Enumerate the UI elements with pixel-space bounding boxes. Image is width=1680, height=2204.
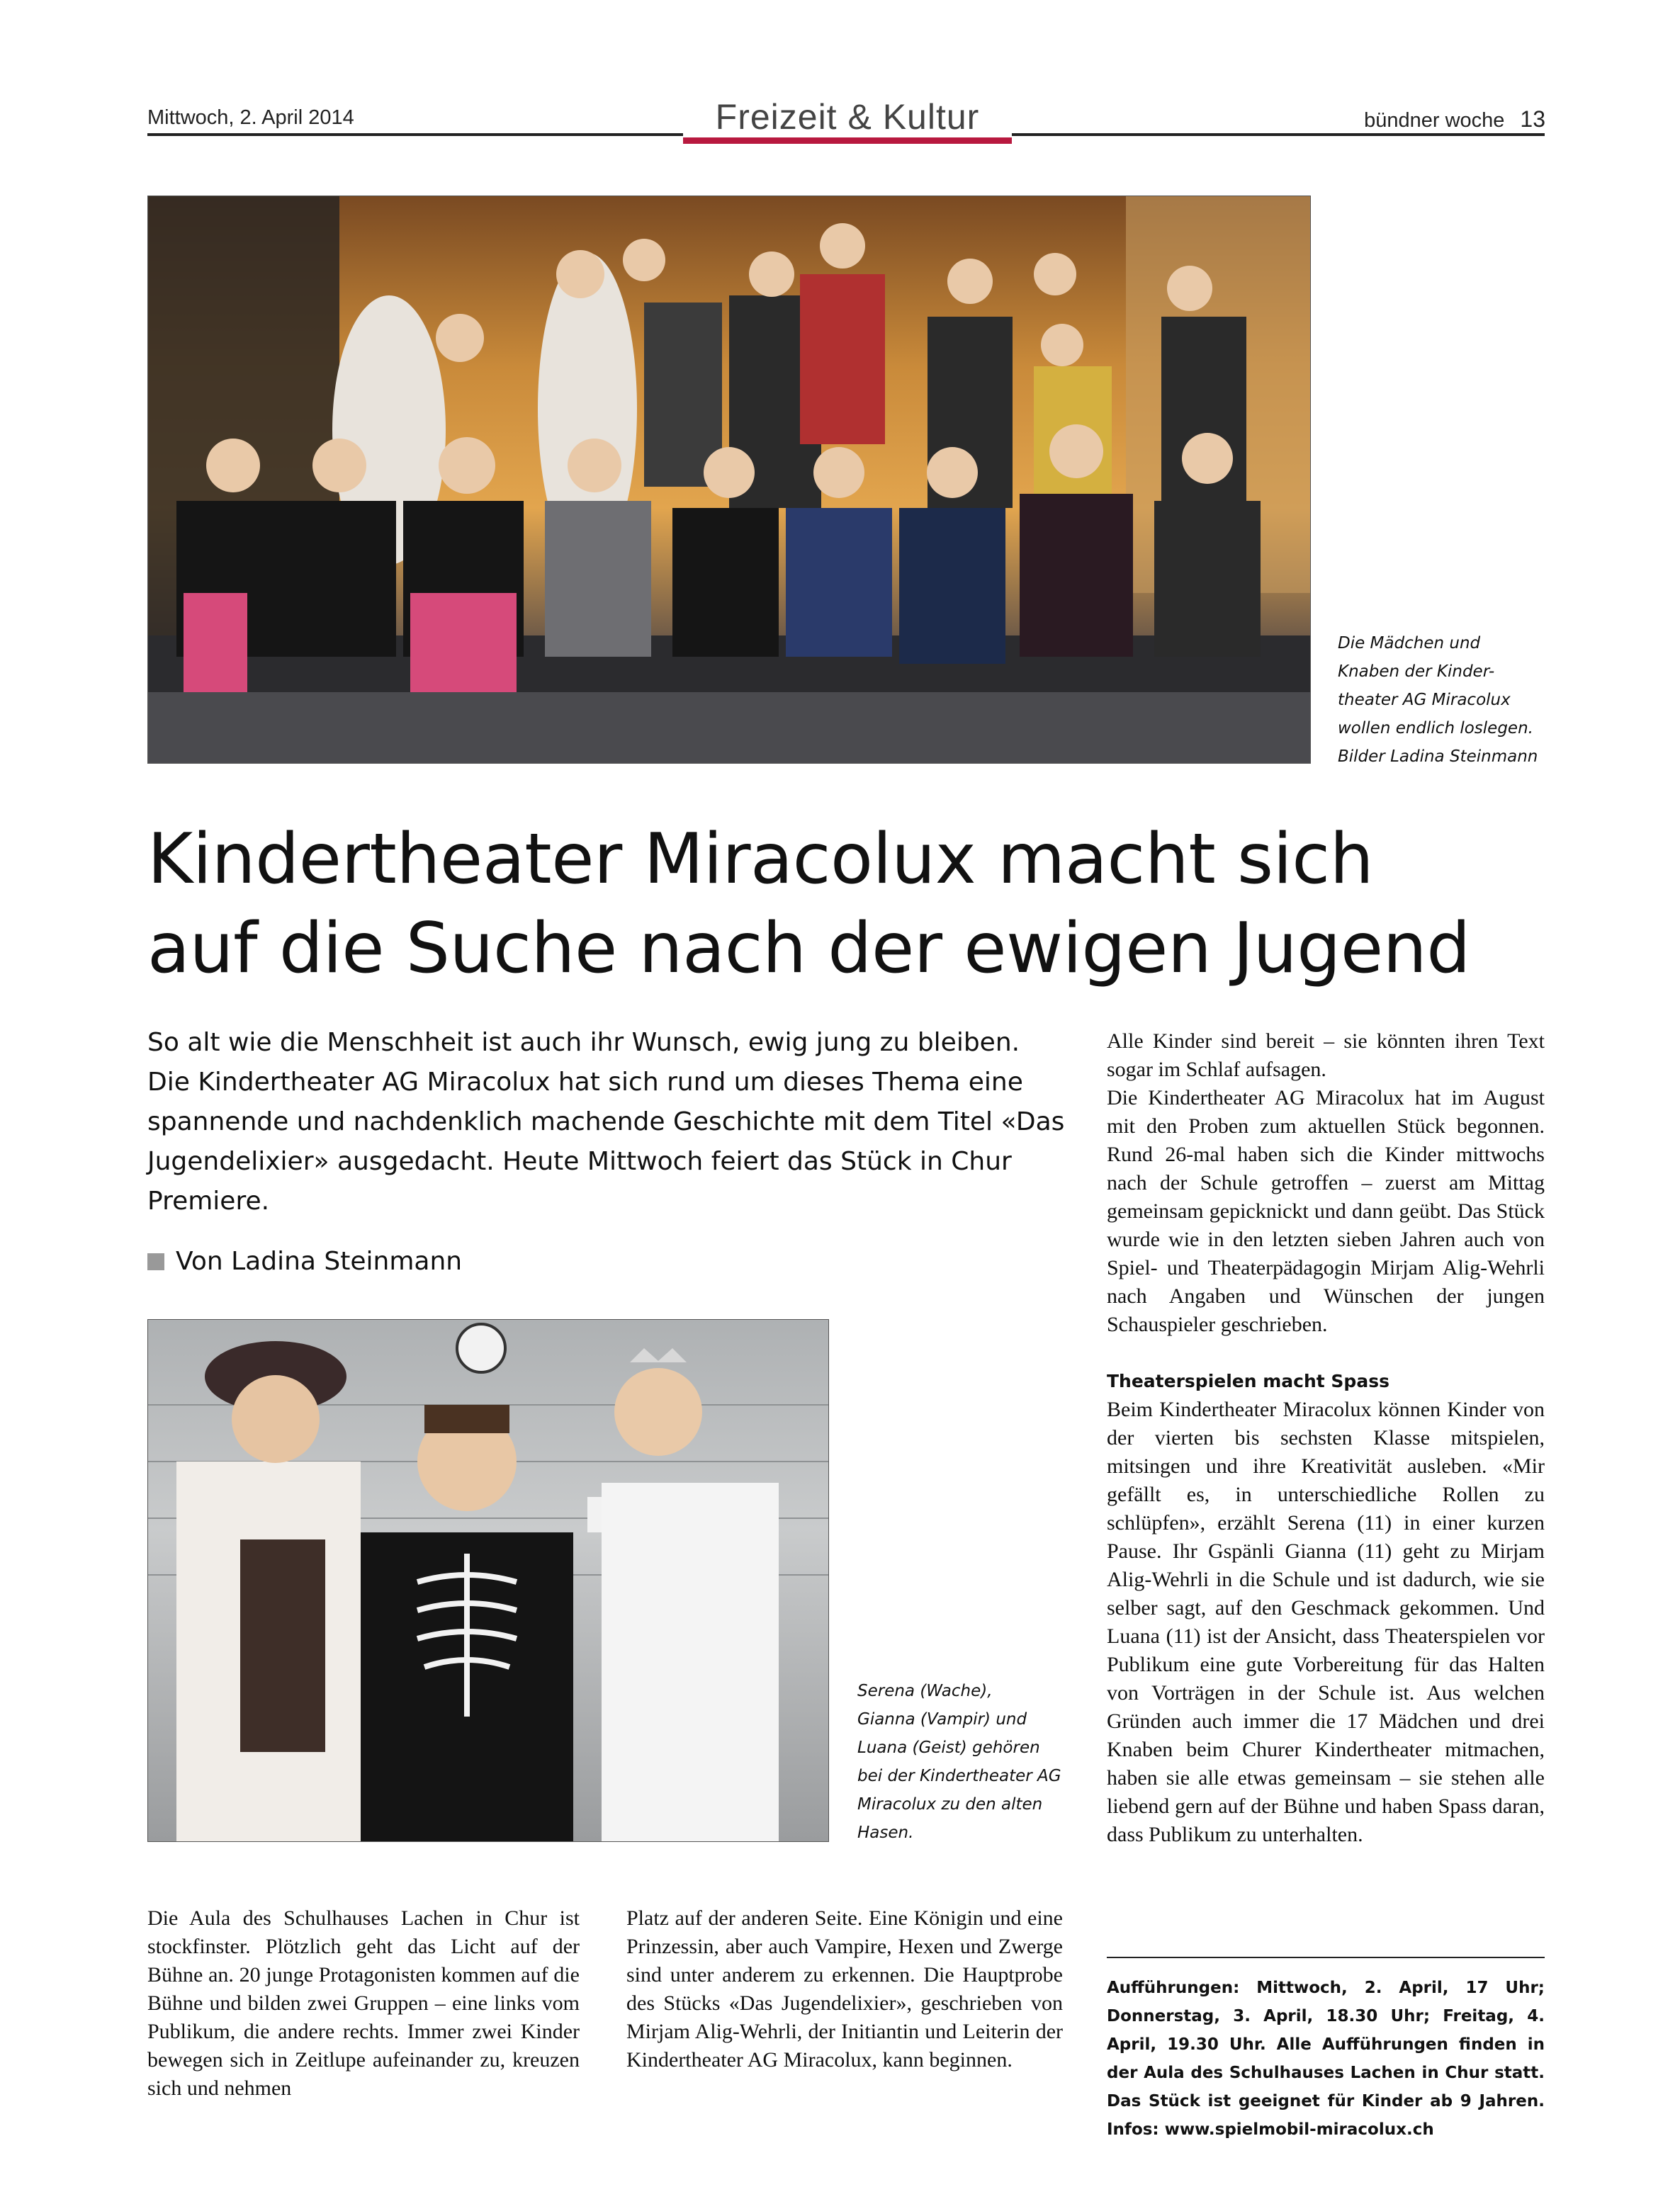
caption-line: Miracolux zu den alten bbox=[857, 1795, 1043, 1814]
caption-line: Gianna (Vampir) und bbox=[857, 1710, 1027, 1729]
byline-text: Von Ladina Steinmann bbox=[176, 1247, 463, 1276]
article-column-left: Die Aula des Schulhauses Lachen in Chur ist stockfinster. Plötzlich geht das Licht auf der Bühne an. 20 junge Protagonisten kommen auf die Bühne und bilden zwei Gruppen – eine links vom Publikum, die andere rechts. Immer zwei Kinder bewegen sich in Zeitlupe aufeinander zu, kreuzen sich und nehmen bbox=[147, 1906, 580, 2100]
paragraph: Beim Kindertheater Miracolux können Kinder von der vierten bis sechsten Klasse mitspielen, mitsingen und ihre Kreativität ausleben. «Mir gefällt es, in unterschiedliche Rollen zu schlüpfen», erzählt Serena (11) in einer kurzen Pause. Ihr Gspänli Gianna (11) geht zu Mirjam Alig-Wehrli in die Schule und ist dadurch, wie sie selber sagt, auf den Geschmack gekommen. Und Luana (11) ist der Ansicht, dass Theaterspielen vor Publikum eine gute Vorbereitung für das Halten von Vorträgen in der Schule ist. Aus welchen Gründen auch immer die 17 Mädchen und drei Knaben beim Churer Kindertheater mitmachen, haben sie alle etwas gemeinsam – sie stehen alle liebend gern auf der Bühne und haben Spass daran, dass Publikum zu unterhalten. bbox=[1107, 1398, 1545, 1846]
performance-info: Aufführungen: Mittwoch, 2. April, 17 Uhr; Donnerstag, 3. April, 18.30 Uhr; Freitag, 4. April, 19.30 Uhr. Alle Aufführungen finden in der Aula des Schulhauses Lachen in Chur statt. Das Stück ist geeignet für Kinder ab 9 Jahren. Infos: www.spielmobil-miracolux.ch bbox=[1107, 1979, 1545, 2139]
trio-photo-illustration bbox=[148, 1320, 828, 1841]
paragraph: Die Kindertheater AG Miracolux hat im August mit den Proben zum aktuellen Stück begonnen. Rund 26-mal haben sich die Kinder mittwochs nach der Schule getroffen – zuerst am Mittag gemeinsam gepicknickt und dann geübt. Das Stück wurde wie in den letzten sieben Jahren auch von Spiel- und Theaterpädagogin Mirjam Alig-Wehrli nach Angaben und Wünschen der jungen Schauspieler geschrieben. bbox=[1107, 1086, 1545, 1336]
caption-line: bei der Kindertheater AG bbox=[857, 1767, 1061, 1785]
header-rule-right bbox=[1012, 133, 1545, 136]
headline-line: Kindertheater Miracolux macht sich bbox=[147, 819, 1374, 900]
info-rule bbox=[1107, 1957, 1545, 1958]
caption-line: Serena (Wache), bbox=[857, 1682, 993, 1700]
byline bbox=[147, 1247, 462, 1276]
caption-line: wollen endlich loslegen. bbox=[1338, 719, 1533, 738]
headline bbox=[147, 815, 1565, 993]
byline-square-icon bbox=[147, 1253, 164, 1270]
caption-line: theater AG Miracolux bbox=[1338, 691, 1511, 709]
header-date: Mittwoch, 2. April 2014 bbox=[147, 106, 354, 129]
caption-line: Knaben der Kinder- bbox=[1338, 662, 1495, 681]
trio-photo bbox=[147, 1319, 829, 1842]
paragraph: Alle Kinder sind bereit – sie könnten ihren Text sogar im Schlaf aufsagen. bbox=[1107, 1029, 1545, 1081]
caption-line: Bilder Ladina Steinmann bbox=[1338, 747, 1538, 766]
group-photo-illustration bbox=[148, 196, 1310, 763]
group-photo-caption bbox=[1338, 629, 1550, 771]
subheading: Theaterspielen macht Spass bbox=[1107, 1371, 1389, 1391]
article-column-right bbox=[1107, 1027, 1545, 1849]
article-column-middle: Platz auf der anderen Seite. Eine Königin und eine Prinzessin, aber auch Vampire, Hexen und Zwerge sind unter anderem zu erkennen. Die Hauptprobe des Stücks «Das Jugendelixier», geschrieben von Mirjam Alig-Wehrli, der Initiantin und Leiterin der Kindertheater AG Miracolux, kann beginnen. bbox=[626, 1906, 1063, 2072]
header-publication bbox=[1364, 106, 1545, 132]
header-section-bar bbox=[683, 137, 1012, 144]
lead-paragraph: So alt wie die Menschheit ist auch ihr Wunsch, ewig jung zu bleiben. Die Kindertheater AG Miracolux hat sich rund um dieses Thema eine spannende und nachdenklich machende Geschichte mit dem Titel «Das Jugendelixier» ausgedacht. Heute Mittwoch feiert das Stück in Chur Premiere. bbox=[147, 1028, 1065, 1216]
caption-line: Hasen. bbox=[857, 1824, 914, 1842]
header-rule-left bbox=[147, 133, 683, 136]
caption-line: Luana (Geist) gehören bbox=[857, 1739, 1040, 1757]
publication-name: bündner woche bbox=[1364, 109, 1505, 132]
caption-line: Die Mädchen und bbox=[1338, 634, 1481, 652]
header-section: Freizeit & Kultur bbox=[715, 97, 980, 137]
headline-line: auf die Suche nach der ewigen Jugend bbox=[147, 908, 1470, 989]
trio-photo-caption bbox=[857, 1677, 1084, 1847]
group-photo bbox=[147, 196, 1311, 764]
page-number: 13 bbox=[1520, 106, 1545, 132]
